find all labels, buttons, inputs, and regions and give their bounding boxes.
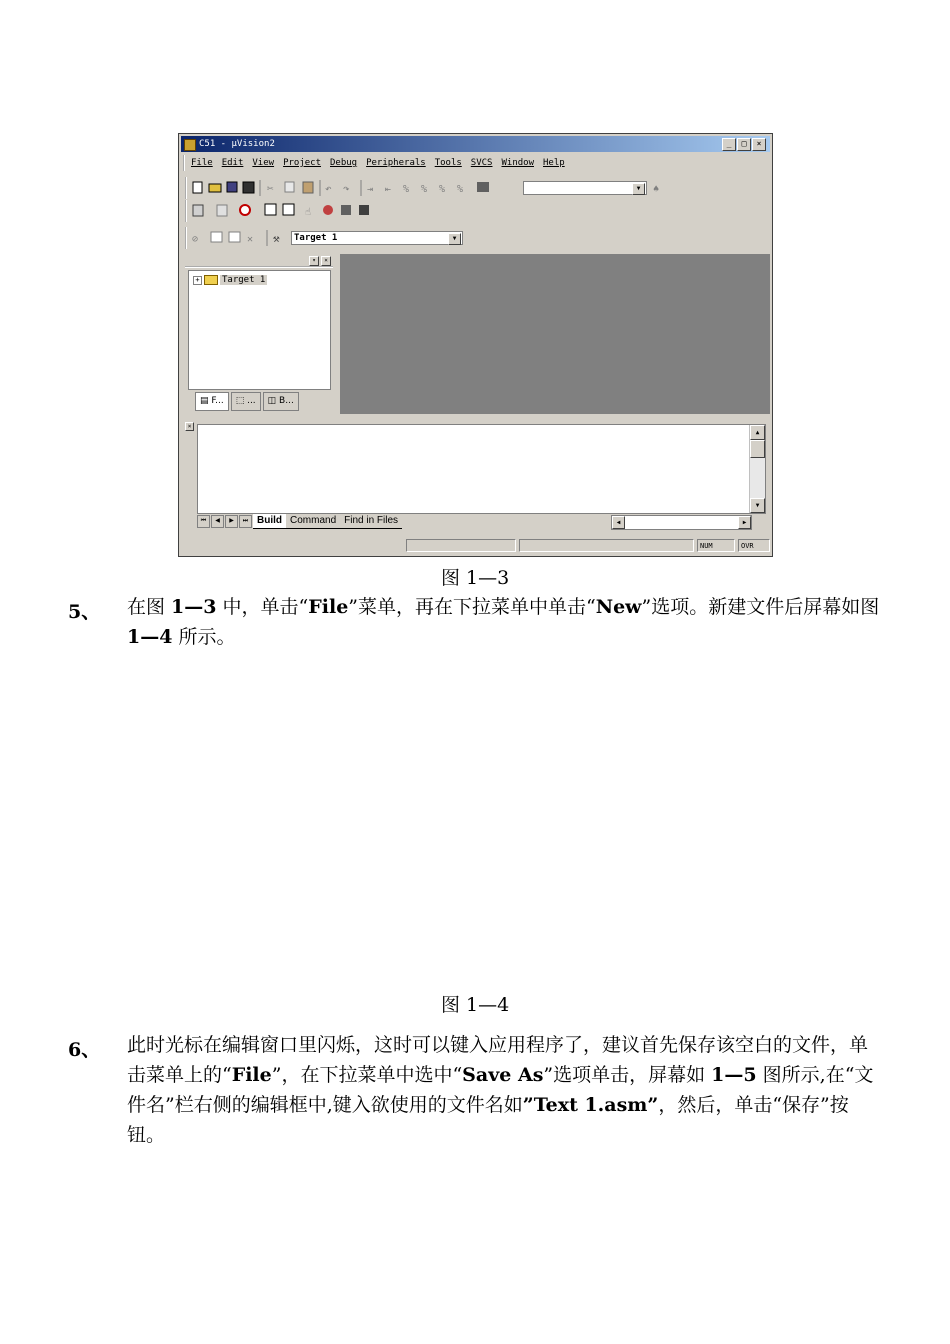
workspace-tabs xyxy=(195,392,299,411)
regs-tab-icon: ⬚ xyxy=(235,396,248,406)
project-tree[interactable] xyxy=(188,270,331,390)
paste-icon xyxy=(303,182,313,193)
step-6-t5: ，然后，单击“保存”按钮。 xyxy=(127,1094,849,1146)
tab-files[interactable] xyxy=(195,392,229,411)
copy-icon xyxy=(285,182,294,192)
step-6-t2: ”，在下拉菜单中选中“ xyxy=(271,1064,463,1086)
build-icon xyxy=(193,205,203,216)
tab-find-in-files[interactable]: Find in Files xyxy=(340,514,402,529)
step-5-t5: 所示。 xyxy=(172,626,236,648)
step-5-t2: 中，单击“ xyxy=(216,596,309,618)
scroll-thumb[interactable] xyxy=(750,440,765,458)
memory-icon xyxy=(359,205,369,215)
window-title: C51 - μVision2 xyxy=(199,139,275,149)
step-5-b1: 1—3 xyxy=(171,596,217,618)
step-6-b3: 1—5 xyxy=(711,1064,757,1086)
step-6-number: 6、 xyxy=(68,1039,101,1061)
figure-caption-1-4: 图 1—4 xyxy=(441,994,510,1016)
status-cell-main xyxy=(406,539,516,552)
workspace-header xyxy=(185,256,333,268)
menu-project[interactable]: Project xyxy=(283,158,321,168)
rebuild-icon xyxy=(229,232,240,242)
output-window xyxy=(183,420,768,530)
step-5-number: 5、 xyxy=(68,601,101,623)
tree-item-target[interactable] xyxy=(193,275,267,285)
project-workspace xyxy=(185,256,337,416)
menu-tools[interactable]: Tools xyxy=(434,158,462,168)
svg-text:⚒: ⚒ xyxy=(273,232,280,245)
tab-regs[interactable] xyxy=(231,392,261,411)
debug-icon xyxy=(217,205,227,216)
svg-text:%: % xyxy=(403,184,410,195)
app-icon xyxy=(184,139,196,151)
menu-window[interactable]: Window xyxy=(501,158,534,168)
svg-text:%: % xyxy=(421,184,428,195)
file-toolbar xyxy=(185,177,675,199)
step-5-t3: ”菜单，再在下拉菜单中单击“ xyxy=(348,596,596,618)
build-target-icon xyxy=(211,232,222,242)
svg-text:☝: ☝ xyxy=(305,207,312,218)
target-select[interactable] xyxy=(291,231,463,245)
status-num: NUM xyxy=(697,539,735,552)
hand-icon xyxy=(305,207,311,218)
step-5-b4: 1—4 xyxy=(127,626,173,648)
step-5-b3: New xyxy=(595,596,642,618)
status-ovr: OVR xyxy=(738,539,770,552)
scroll-right-button[interactable]: ▶ xyxy=(738,516,751,529)
outdent-icon xyxy=(385,184,391,195)
menu-help[interactable]: Help xyxy=(543,158,565,168)
step-6-b2: Save As xyxy=(462,1064,544,1086)
tab-regs-label: ... xyxy=(247,396,256,406)
magnify-icon xyxy=(240,205,250,215)
binoculars-icon xyxy=(653,184,659,195)
output-close-button[interactable]: × xyxy=(185,422,194,431)
svg-text:♠: ♠ xyxy=(653,184,660,195)
figure-caption-1-3: 图 1—3 xyxy=(441,567,510,589)
save-icon xyxy=(227,182,237,192)
window-icon xyxy=(265,204,276,215)
tree-item-label: Target 1 xyxy=(222,275,266,285)
svg-text:⊘: ⊘ xyxy=(192,234,199,245)
step-6-b4: ”Text 1.asm” xyxy=(522,1094,659,1116)
bp-list-icon xyxy=(341,205,351,215)
bookmark-icon xyxy=(403,184,463,195)
build-toolbar xyxy=(185,227,470,249)
svg-text:⇥: ⇥ xyxy=(367,184,374,195)
workspace-close-button[interactable]: × xyxy=(321,256,331,266)
svg-text:%: % xyxy=(439,184,446,195)
step-6-t1: 此时光标在编辑窗口里闪烁，这时可以键入应用程序了，建议首先保存该空白的文件，单击菜单上的“ xyxy=(127,1034,869,1086)
redo-icon xyxy=(343,182,350,195)
step-6-text xyxy=(127,1030,885,1150)
menu-debug[interactable]: Debug xyxy=(330,158,358,168)
prev-tab-icon[interactable]: ◀ xyxy=(211,515,224,528)
vertical-scrollbar[interactable] xyxy=(749,425,765,513)
menu-peripherals[interactable]: Peripherals xyxy=(366,158,426,168)
folder-icon xyxy=(204,275,218,285)
status-bar xyxy=(181,538,770,554)
cut-icon xyxy=(267,182,274,195)
minimize-button[interactable]: _ xyxy=(722,138,736,151)
undo-icon xyxy=(325,182,332,195)
new-file-icon xyxy=(193,182,202,193)
indent-icon xyxy=(367,184,373,195)
status-cell-info xyxy=(519,539,694,552)
maximize-button[interactable]: □ xyxy=(737,138,751,151)
build-toolbar-icons xyxy=(187,227,292,249)
next-tab-icon[interactable]: ▶ xyxy=(225,515,238,528)
tab-books-label: B... xyxy=(279,396,294,406)
find-in-files-icon xyxy=(477,182,489,192)
target-options-icon xyxy=(273,232,280,245)
step-6-b1: File xyxy=(231,1064,272,1086)
svg-text:⇤: ⇤ xyxy=(385,184,392,195)
workspace-menu-button[interactable]: ▾ xyxy=(309,256,319,266)
target-select-value: Target 1 xyxy=(294,233,338,243)
step-6-t4: 图所示,在“文件名”栏右侧的编辑框中,键入欲使用的文件名如 xyxy=(127,1064,874,1116)
output-pane[interactable] xyxy=(197,424,766,514)
step-6-t3: ”选项单击，屏幕如 xyxy=(543,1064,712,1086)
file-tab-icon: ▤ xyxy=(200,396,212,406)
step-5-t1: 在图 xyxy=(127,596,172,618)
tab-books[interactable] xyxy=(263,392,299,411)
horizontal-scrollbar[interactable] xyxy=(611,515,752,530)
first-tab-icon[interactable]: ⏮ xyxy=(197,515,210,528)
debug-toolbar xyxy=(185,200,405,222)
debug-toolbar-icons xyxy=(187,200,407,222)
scroll-left-button[interactable]: ◀ xyxy=(612,516,625,529)
svg-text:↷: ↷ xyxy=(343,182,350,195)
svg-text:%: % xyxy=(457,184,464,195)
scroll-down-button[interactable]: ▼ xyxy=(750,498,765,513)
stop-build-icon xyxy=(247,234,253,245)
last-tab-icon[interactable]: ⏭ xyxy=(239,515,252,528)
chevron-down-icon[interactable]: ▼ xyxy=(632,183,645,195)
step-5-b2: File xyxy=(308,596,349,618)
chevron-down-icon[interactable]: ▼ xyxy=(448,233,461,245)
open-icon xyxy=(209,184,221,192)
menu-file[interactable]: File xyxy=(191,158,213,168)
breakpoint-icon xyxy=(323,205,333,215)
translate-icon xyxy=(192,234,198,245)
svg-text:✕: ✕ xyxy=(247,234,254,245)
output-tabs xyxy=(197,514,402,529)
editor-area[interactable] xyxy=(340,254,770,414)
menu-bar xyxy=(183,155,768,171)
svg-text:✂: ✂ xyxy=(267,182,274,195)
svg-text:↶: ↶ xyxy=(325,182,332,195)
menu-view[interactable]: View xyxy=(252,158,275,168)
tab-files-label: F... xyxy=(211,396,224,406)
menu-edit[interactable]: Edit xyxy=(221,158,244,168)
tab-command[interactable]: Command xyxy=(286,514,340,529)
save-all-icon xyxy=(243,182,254,193)
menu-svcs[interactable]: SVCS xyxy=(470,158,493,168)
close-button[interactable]: × xyxy=(752,138,766,151)
step-5-text xyxy=(127,592,885,652)
window2-icon xyxy=(283,204,294,215)
books-tab-icon: ◫ xyxy=(267,396,280,406)
find-combo[interactable] xyxy=(523,181,647,195)
expand-icon[interactable]: + xyxy=(193,276,202,285)
title-bar xyxy=(181,136,770,152)
step-5-t4: ”选项。新建文件后屏幕如图 xyxy=(641,596,880,618)
uvision-window-screenshot xyxy=(178,133,773,557)
scroll-up-button[interactable]: ▲ xyxy=(750,425,765,440)
tab-build[interactable]: Build xyxy=(253,514,286,529)
